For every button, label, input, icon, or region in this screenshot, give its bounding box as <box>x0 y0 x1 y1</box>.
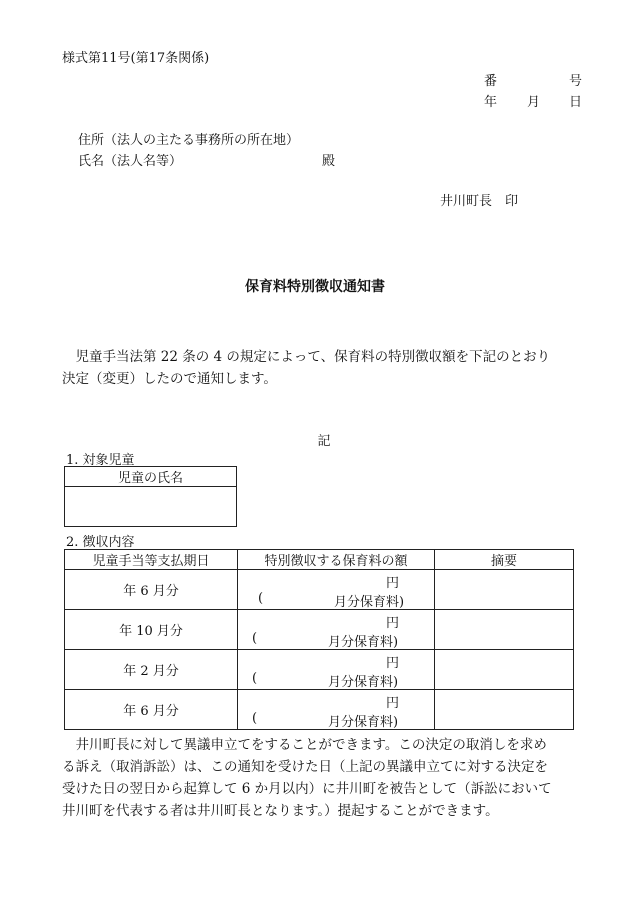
address-label: 住所（法人の主たる事務所の所在地） <box>78 133 300 148</box>
period-cell: 年 6 月分 <box>65 690 238 730</box>
child-table <box>64 466 237 527</box>
issuer-seal: 井川町長 印 <box>440 194 519 209</box>
header-amount: 特別徴収する保育料の額 <box>238 550 435 570</box>
date-year: 年 <box>484 95 498 110</box>
months-label: 月分保育料) <box>328 675 399 690</box>
number-suffix: 号 <box>569 74 583 89</box>
form-number: 様式第11号(第17条関係) <box>62 51 210 66</box>
yen-unit: 円 <box>386 696 400 711</box>
amount-cell <box>238 690 435 730</box>
intro-line-2: 決定（変更）したので通知します。 <box>62 371 277 387</box>
header-payment-date: 児童手当等支払期日 <box>65 550 238 570</box>
section1-heading: 1. 対象児童 <box>66 453 135 468</box>
paren-open: ( <box>258 591 264 606</box>
months-label: 月分保育料) <box>334 595 405 610</box>
date-month: 月 <box>527 95 541 110</box>
ki-mark: 記 <box>317 434 331 449</box>
period-cell: 年 10 月分 <box>65 610 238 650</box>
intro-line-1: 児童手当法第 22 条の 4 の規定によって、保育料の特別徴収額を下記のとおり <box>62 349 551 365</box>
months-label: 月分保育料) <box>328 635 399 650</box>
yen-unit: 円 <box>386 656 400 671</box>
table-row <box>65 690 574 730</box>
section2-heading: 2. 徴収内容 <box>66 535 135 550</box>
table-row <box>65 570 574 610</box>
yen-unit: 円 <box>386 576 400 591</box>
period-cell: 年 6 月分 <box>65 570 238 610</box>
notice-line-3: 受けた日の翌日から起算して 6 か月以内）に井川町を被告として（訴訟において <box>62 781 552 797</box>
period-cell: 年 2 月分 <box>65 650 238 690</box>
paren-open: ( <box>252 671 258 686</box>
appeal-notice <box>62 734 584 822</box>
months-label: 月分保育料) <box>328 715 399 730</box>
notice-line-2: る訴え（取消訴訟）は、この通知を受けた日（上記の異議申立てに対する決定を <box>62 759 548 775</box>
paren-open: ( <box>252 711 258 726</box>
date-day: 日 <box>569 95 583 110</box>
table-row <box>65 610 574 650</box>
remarks-cell <box>435 650 574 690</box>
yen-unit: 円 <box>386 616 400 631</box>
name-label: 氏名（法人名等） <box>78 154 183 169</box>
number-label: 番 <box>484 74 498 89</box>
amount-cell <box>238 610 435 650</box>
table-row <box>65 650 574 690</box>
collection-table <box>64 549 574 730</box>
notice-line-4: 井川町を代表する者は井川町長となります。）提起することができます。 <box>62 803 499 819</box>
document-title: 保育料特別徴収通知書 <box>245 279 385 295</box>
remarks-cell <box>435 690 574 730</box>
header-remarks: 摘要 <box>435 550 574 570</box>
honorific: 殿 <box>322 154 336 169</box>
child-name-cell <box>65 487 237 527</box>
notice-line-1: 井川町長に対して異議申立てをすることができます。この決定の取消しを求め <box>62 737 547 753</box>
remarks-cell <box>435 570 574 610</box>
remarks-cell <box>435 610 574 650</box>
paren-open: ( <box>252 631 258 646</box>
amount-cell <box>238 650 435 690</box>
intro-paragraph <box>62 346 584 390</box>
child-name-header: 児童の氏名 <box>65 467 237 487</box>
amount-cell <box>238 570 435 610</box>
